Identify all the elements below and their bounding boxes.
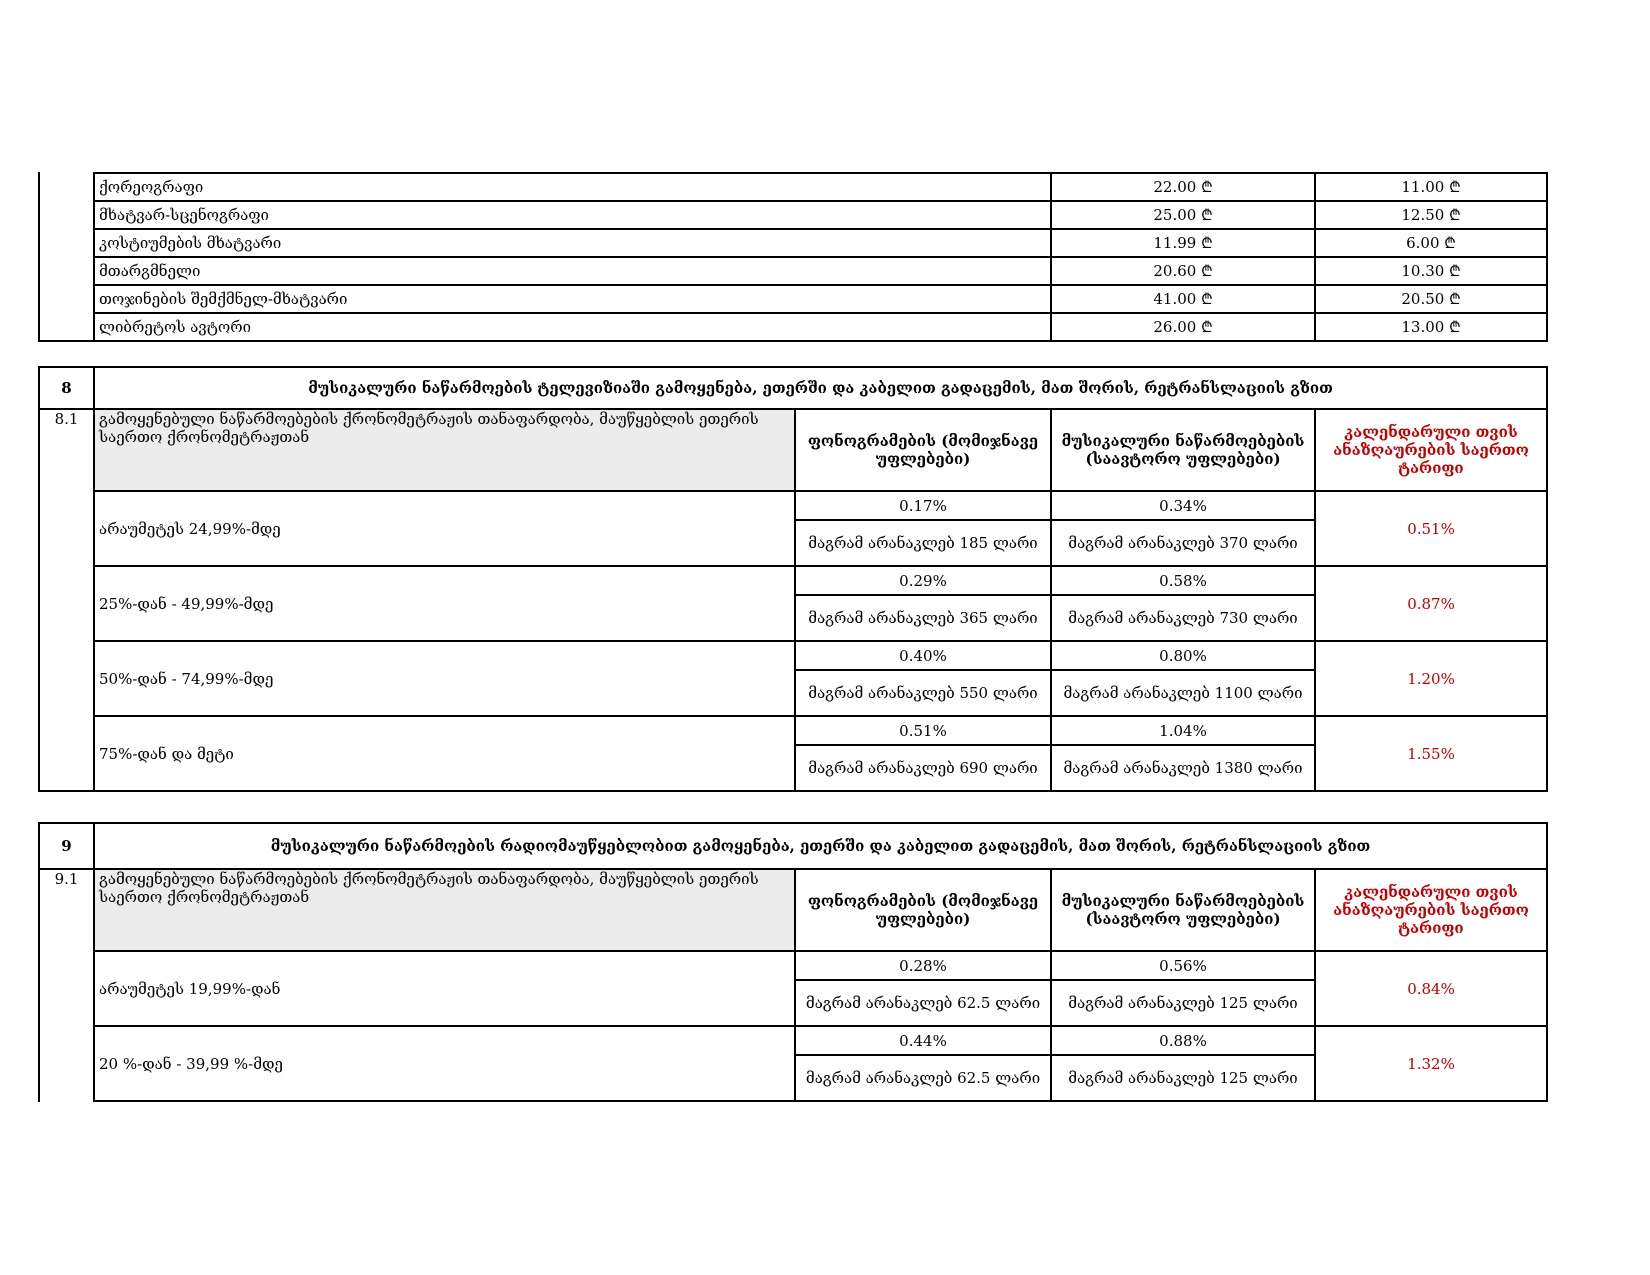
rate-value: 26.00 ₾ — [1051, 313, 1315, 341]
rate-value: 25.00 ₾ — [1051, 201, 1315, 229]
rate-value: 20.50 ₾ — [1315, 285, 1547, 313]
table-row — [39, 285, 1547, 313]
rate-value: 13.00 ₾ — [1315, 313, 1547, 341]
role-name: თოჯინების შემქმნელ-მხატვარი — [94, 285, 1051, 313]
author-minimum: მაგრამ არანაკლებ 1380 ლარი — [1051, 745, 1315, 791]
author-minimum: მაგრამ არანაკლებ 730 ლარი — [1051, 595, 1315, 641]
sub-section-number: 8.1 — [39, 409, 94, 791]
ratio-label: 75%-დან და მეტი — [94, 716, 795, 791]
author-minimum: მაგრამ არანაკლებ 125 ლარი — [1051, 1055, 1315, 1101]
ratio-description: გამოყენებული ნაწარმოებების ქრონომეტრაჟის თანაფარდობა, მაუწყებლის ეთერის საერთო ქრონომეტრაჟთან — [94, 869, 795, 951]
phonogram-percent: 0.51% — [795, 716, 1051, 745]
author-minimum: მაგრამ არანაკლებ 370 ლარი — [1051, 520, 1315, 566]
phonogram-percent: 0.17% — [795, 491, 1051, 520]
phonograms-header: ფონოგრამების (მომიჯნავე უფლებები) — [795, 409, 1051, 491]
role-name: მთარგმნელი — [94, 257, 1051, 285]
rate-value: 11.99 ₾ — [1051, 229, 1315, 257]
rate-value: 10.30 ₾ — [1315, 257, 1547, 285]
section-number: 9 — [39, 823, 94, 869]
author-percent: 0.34% — [1051, 491, 1315, 520]
top-rates-table — [38, 172, 1548, 342]
ratio-label: 25%-დან - 49,99%-მდე — [94, 566, 795, 641]
role-name: ლიბრეტოს ავტორი — [94, 313, 1051, 341]
table-row — [39, 716, 1547, 745]
ratio-description: გამოყენებული ნაწარმოებების ქრონომეტრაჟის თანაფარდობა, მაუწყებლის ეთერის საერთო ქრონომეტრაჟთან — [94, 409, 795, 491]
phonograms-header: ფონოგრამების (მომიჯნავე უფლებები) — [795, 869, 1051, 951]
phonogram-minimum: მაგრამ არანაკლებ 365 ლარი — [795, 595, 1051, 641]
total-percent: 1.55% — [1315, 716, 1547, 791]
section-9-table — [38, 822, 1548, 1102]
table-row — [39, 491, 1547, 520]
ratio-label: არაუმეტეს 24,99%-მდე — [94, 491, 795, 566]
column-header-row — [39, 869, 1547, 951]
column-header-row — [39, 409, 1547, 491]
musical-works-header: მუსიკალური ნაწარმოებების (საავტორო უფლებები) — [1051, 869, 1315, 951]
phonogram-minimum: მაგრამ არანაკლებ 550 ლარი — [795, 670, 1051, 716]
total-tariff-header: კალენდარული თვის ანაზღაურების საერთო ტარიფი — [1315, 869, 1547, 951]
total-percent: 0.87% — [1315, 566, 1547, 641]
phonogram-minimum: მაგრამ არანაკლებ 62.5 ლარი — [795, 980, 1051, 1026]
table-row — [39, 257, 1547, 285]
rate-value: 6.00 ₾ — [1315, 229, 1547, 257]
section-title-row — [39, 367, 1547, 409]
phonogram-minimum: მაგრამ არანაკლებ 185 ლარი — [795, 520, 1051, 566]
rate-value: 11.00 ₾ — [1315, 173, 1547, 201]
rate-value: 20.60 ₾ — [1051, 257, 1315, 285]
role-name: მხატვარ-სცენოგრაფი — [94, 201, 1051, 229]
ratio-label: არაუმეტეს 19,99%-დან — [94, 951, 795, 1026]
table-row — [39, 566, 1547, 595]
table-row — [39, 173, 1547, 201]
total-percent: 0.51% — [1315, 491, 1547, 566]
musical-works-header: მუსიკალური ნაწარმოებების (საავტორო უფლებები) — [1051, 409, 1315, 491]
table-row — [39, 313, 1547, 341]
phonogram-percent: 0.40% — [795, 641, 1051, 670]
role-name: კოსტიუმების მხატვარი — [94, 229, 1051, 257]
rate-value: 41.00 ₾ — [1051, 285, 1315, 313]
table-row — [39, 951, 1547, 980]
phonogram-percent: 0.29% — [795, 566, 1051, 595]
row-number-cell — [39, 173, 94, 341]
author-percent: 1.04% — [1051, 716, 1315, 745]
total-tariff-header: კალენდარული თვის ანაზღაურების საერთო ტარიფი — [1315, 409, 1547, 491]
table-row — [39, 229, 1547, 257]
section-number: 8 — [39, 367, 94, 409]
ratio-label: 50%-დან - 74,99%-მდე — [94, 641, 795, 716]
section-8-table — [38, 366, 1548, 792]
author-percent: 0.56% — [1051, 951, 1315, 980]
total-percent: 0.84% — [1315, 951, 1547, 1026]
sub-section-number: 9.1 — [39, 869, 94, 1101]
total-percent: 1.32% — [1315, 1026, 1547, 1101]
role-name: ქორეოგრაფი — [94, 173, 1051, 201]
table-row — [39, 641, 1547, 670]
section-title-row — [39, 823, 1547, 869]
rate-value: 12.50 ₾ — [1315, 201, 1547, 229]
author-minimum: მაგრამ არანაკლებ 1100 ლარი — [1051, 670, 1315, 716]
section-title: მუსიკალური ნაწარმოების ტელევიზიაში გამოყენება, ეთერში და კაბელით გადაცემის, მათ შორის, რეტრანსლაციის გზით — [94, 367, 1547, 409]
phonogram-percent: 0.28% — [795, 951, 1051, 980]
ratio-label: 20 %-დან - 39,99 %-მდე — [94, 1026, 795, 1101]
section-title: მუსიკალური ნაწარმოების რადიომაუწყებლობით გამოყენება, ეთერში და კაბელით გადაცემის, მათ შორის, რეტრანსლაციის გზით — [94, 823, 1547, 869]
author-percent: 0.58% — [1051, 566, 1315, 595]
phonogram-minimum: მაგრამ არანაკლებ 62.5 ლარი — [795, 1055, 1051, 1101]
phonogram-percent: 0.44% — [795, 1026, 1051, 1055]
author-percent: 0.88% — [1051, 1026, 1315, 1055]
rate-value: 22.00 ₾ — [1051, 173, 1315, 201]
author-minimum: მაგრამ არანაკლებ 125 ლარი — [1051, 980, 1315, 1026]
phonogram-minimum: მაგრამ არანაკლებ 690 ლარი — [795, 745, 1051, 791]
total-percent: 1.20% — [1315, 641, 1547, 716]
table-row — [39, 1026, 1547, 1055]
author-percent: 0.80% — [1051, 641, 1315, 670]
table-row — [39, 201, 1547, 229]
